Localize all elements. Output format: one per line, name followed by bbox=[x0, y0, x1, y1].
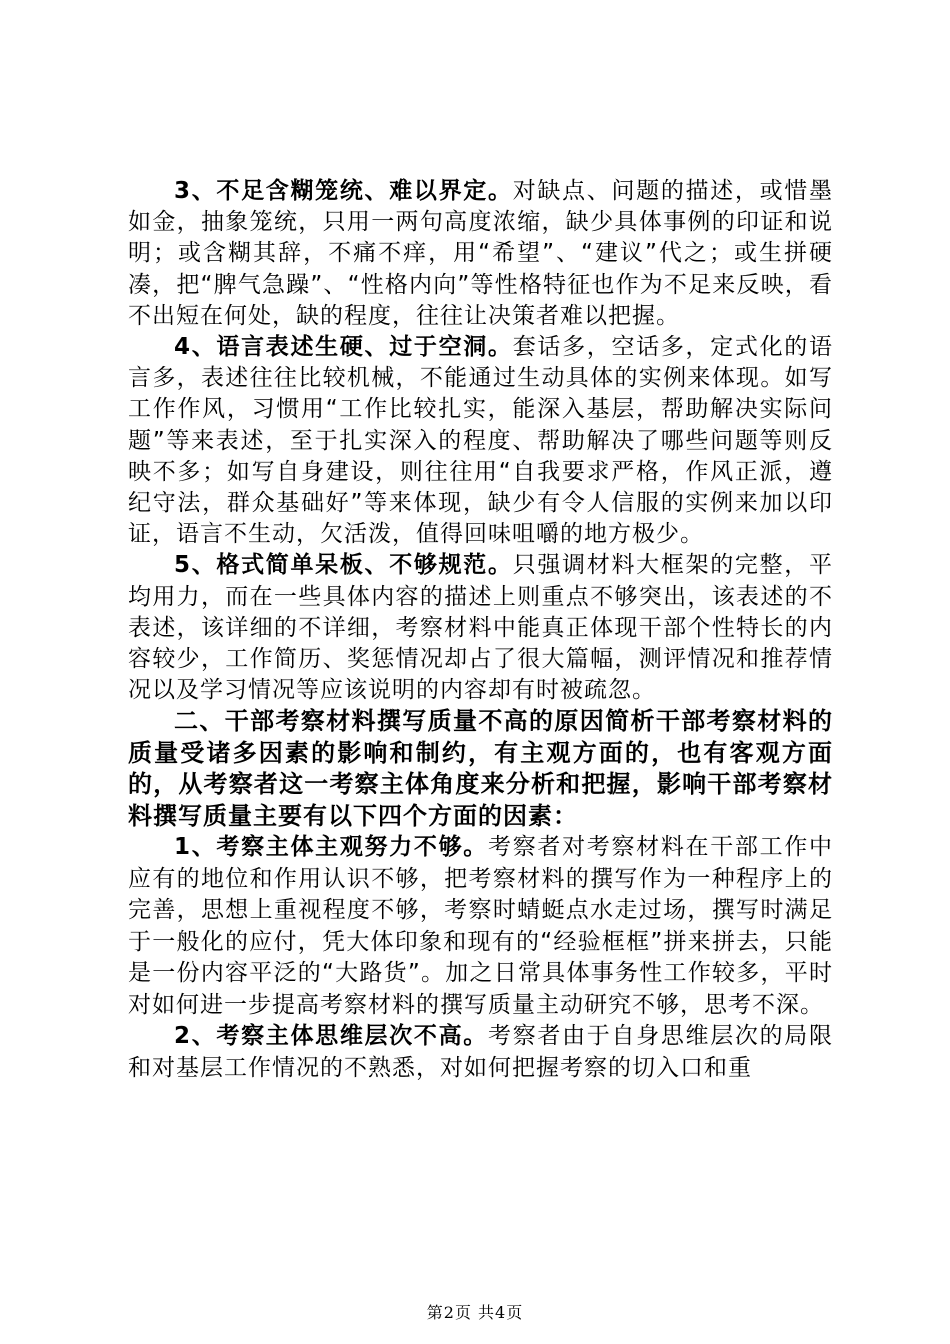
paragraph-text: 对缺点、问题的描述，或惜墨如金，抽象笼统，只用一两句高度浓缩，缺少具体事例的印证和说明；或含糊其辞，不痛不痒，用“希望”、“建议”代之；或生拼硬凑，把“脾气急躁”、“性格内向”等性格特征也作为不足来反映，看不出短在何处，缺的程度，往往让决策者难以把握。 bbox=[128, 178, 833, 329]
paragraph-text: 套话多，空话多，定式化的语言多，表述往往比较机械，不能通过生动具体的实例来体现。如写工作作风，习惯用“工作比较扎实，能深入基层，帮助解决实际问题”等来表述，至于扎实深入的程度、帮助解决了哪些问题等则反映不多；如写自身建设，则往往用“自我要求严格，作风正派，遵纪守法，群众基础好”等来体现，缺少有令人信服的实例来加以印证，语言不生动，欠活泼，值得回味咀嚼的地方极少。 bbox=[128, 334, 833, 548]
paragraph-text: 只强调材料大框架的完整，平均用力，而在一些具体内容的描述上则重点不够突出，该表述的不表述，该详细的不详细，考察材料中能真正体现干部个性特长的内容较少，工作简历、奖惩情况却占了很大篇幅，测评情况和推荐情况以及学习情况等应该说明的内容却有时被疏忽。 bbox=[128, 552, 833, 704]
paragraph-lead: 4、语言表述生硬、过于空洞。 bbox=[174, 334, 513, 361]
paragraph-point-4 bbox=[128, 332, 833, 550]
paragraph-lead: 5、格式简单呆板、不够规范。 bbox=[174, 552, 513, 579]
paragraph-lead: 2、考察主体思维层次不高。 bbox=[174, 1023, 488, 1050]
paragraph-cause-1 bbox=[128, 832, 833, 1021]
paragraph-lead: 1、考察主体主观努力不够。 bbox=[174, 834, 488, 861]
page-number-footer: 第2页 共4页 bbox=[426, 1303, 524, 1322]
paragraph-point-5 bbox=[128, 550, 833, 706]
document-body bbox=[128, 176, 833, 1084]
paragraph-text: 考察者由于自身思维层次的局限和对基层工作情况的不熟悉，对如何把握考察的切入口和重 bbox=[128, 1023, 833, 1081]
paragraph-point-3 bbox=[128, 176, 833, 332]
paragraph-text: 考察者对考察材料在干部工作中应有的地位和作用认识不够，把考察材料的撰写作为一种程序上的完善，思想上重视程度不够，考察时蜻蜓点水走过场，撰写时满足于一般化的应付，凭大体印象和现有的“经验框框”拼来拼去，只能是一份内容平泛的“大路货”。加之日常具体事务性工作较多，平时对如何进一步提高考察材料的撰写质量主动研究不够，思考不深。 bbox=[128, 834, 833, 1018]
section-heading: 二、干部考察材料撰写质量不高的原因简析干部考察材料的质量受诸多因素的影响和制约，有主观方面的，也有客观方面的，从考察者这一考察主体角度来分析和把握，影响干部考察材料撰写质量主要有以下四个方面的因素： bbox=[128, 707, 833, 830]
paragraph-cause-2 bbox=[128, 1021, 833, 1084]
paragraph-lead: 3、不足含糊笼统、难以界定。 bbox=[174, 178, 513, 204]
